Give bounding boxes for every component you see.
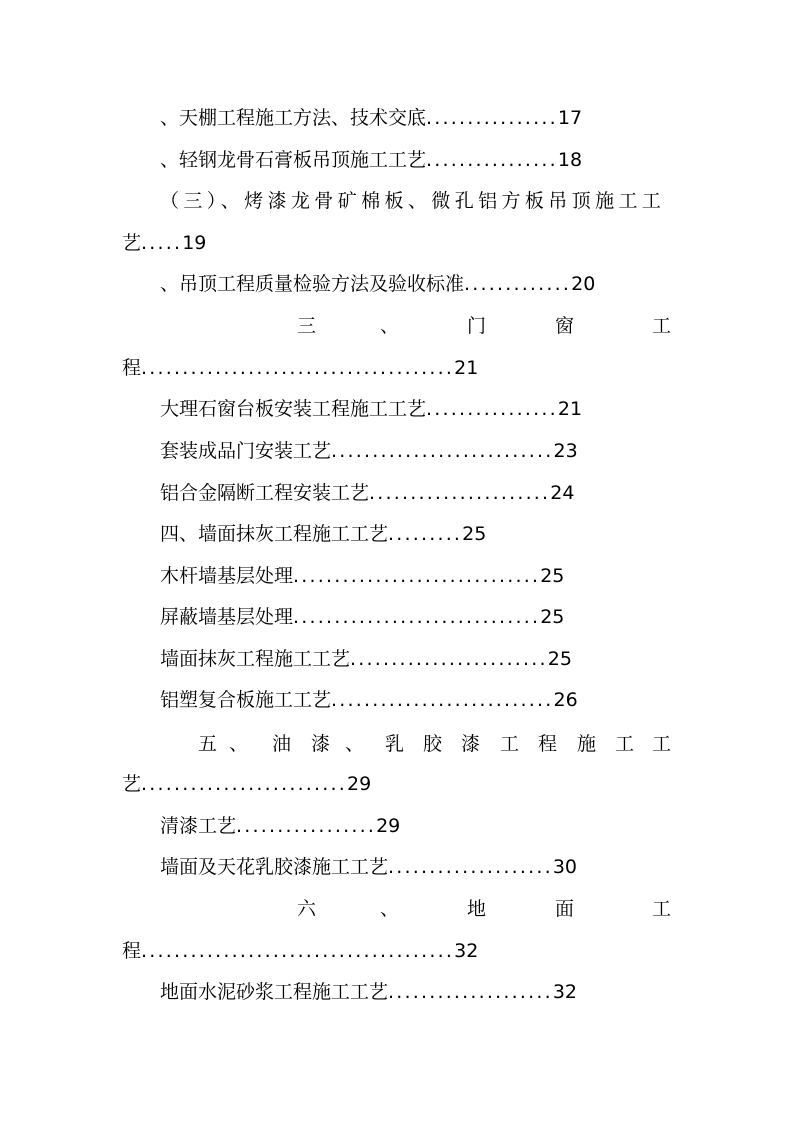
heading-char: 工 (652, 733, 672, 755)
toc-entry-title: 地面水泥砂浆工程施工工艺 (160, 981, 389, 1003)
toc-page-number: 21 (454, 357, 479, 379)
toc-entry-mineral-board-ceiling[interactable] (160, 190, 665, 212)
toc-entry-aluminum-partition[interactable] (160, 482, 574, 504)
heading-char: 门 (467, 315, 487, 337)
toc-leader-dots: ........................ (350, 648, 548, 670)
toc-entry-title: 墙面及天花乳胶漆施工工艺 (160, 856, 389, 878)
toc-leader-dots: ......................... (141, 773, 348, 795)
toc-entry-title: 、吊顶工程质量检验方法及验收标准 (160, 273, 465, 295)
toc-page-number: 26 (553, 689, 578, 711)
heading-char: 地 (467, 898, 487, 920)
toc-leader-dots: ................ (426, 398, 558, 420)
toc-leader-dots: ........................... (331, 689, 554, 711)
heading-char: 工 (500, 733, 520, 755)
toc-leader-dots: ................ (426, 149, 558, 171)
toc-entry-gypsum-ceiling[interactable] (160, 149, 582, 171)
heading-char: 胶 (423, 733, 443, 755)
toc-heading-doors-windows-cont[interactable] (122, 357, 478, 379)
heading-char: 油 (272, 733, 292, 755)
toc-leader-dots: ...................... (369, 482, 551, 504)
toc-page-number: 25 (540, 565, 565, 587)
toc-entry-wood-wall-base[interactable] (160, 565, 564, 587)
toc-entry-title: 大理石窗台板安装工程施工工艺 (160, 398, 427, 420)
toc-entry-title: 艺 (122, 232, 142, 254)
toc-entry-ceiling-methods[interactable] (160, 107, 582, 129)
toc-leader-dots: ...................................... (141, 357, 455, 379)
toc-entry-title: 屏蔽墙基层处理 (160, 606, 294, 628)
heading-char: 、 (380, 898, 400, 920)
toc-leader-dots: ......... (388, 523, 463, 545)
toc-leader-dots: .................... (388, 981, 553, 1003)
toc-page-number: 21 (557, 398, 583, 420)
toc-heading-wall-plaster[interactable] (160, 523, 486, 545)
toc-entry-wall-plaster-process[interactable] (160, 648, 572, 670)
toc-entry-title: 四、墙面抹灰工程施工工艺 (160, 523, 389, 545)
toc-entry-marble-sill[interactable] (160, 398, 582, 420)
toc-entry-cement-mortar[interactable] (160, 981, 577, 1003)
heading-char: 工 (652, 315, 672, 337)
toc-page-number: 29 (376, 815, 401, 837)
toc-page-number: 23 (553, 440, 578, 462)
toc-entry-latex-paint[interactable] (160, 856, 577, 878)
heading-char: 程 (538, 733, 558, 755)
toc-leader-dots: .............................. (293, 606, 541, 628)
toc-entry-title: 套装成品门安装工艺 (160, 440, 332, 462)
toc-page-number: 32 (552, 981, 577, 1003)
toc-entry-door-install[interactable] (160, 440, 578, 462)
toc-entry-title: 铝塑复合板施工工艺 (160, 689, 332, 711)
heading-char: 工 (652, 898, 672, 920)
toc-leader-dots: ...................................... (141, 940, 455, 962)
toc-entry-title: 、天棚工程施工方法、技术交底 (160, 107, 427, 129)
toc-entry-title: 艺 (122, 773, 142, 795)
heading-char: 三 (297, 315, 317, 337)
toc-entry-title: 清漆工艺 (160, 815, 237, 837)
heading-char: 五 (198, 733, 218, 755)
toc-page-number: 30 (552, 856, 577, 878)
toc-entry-acp-panel[interactable] (160, 689, 578, 711)
heading-char: 乳 (385, 733, 405, 755)
toc-leader-dots: ........................... (331, 440, 554, 462)
toc-leader-dots: ................ (426, 107, 558, 129)
toc-leader-dots: .................... (388, 856, 553, 878)
toc-entry-shield-wall-base[interactable] (160, 606, 564, 628)
toc-entry-title: 程 (122, 940, 142, 962)
heading-char: 施 (577, 733, 597, 755)
toc-entry-title: 程 (122, 357, 142, 379)
heading-char: 、 (229, 733, 249, 755)
toc-leader-dots: ..... (141, 232, 183, 254)
heading-char: 窗 (555, 315, 575, 337)
toc-page-number: 25 (547, 648, 572, 670)
heading-char: 、 (380, 315, 400, 337)
heading-char: 面 (555, 898, 575, 920)
toc-entry-title: 墙面抹灰工程施工工艺 (160, 648, 351, 670)
toc-entry-title: 铝合金隔断工程安装工艺 (160, 482, 370, 504)
toc-page-number: 24 (550, 482, 575, 504)
toc-leader-dots: ............. (464, 273, 572, 295)
toc-entry-mineral-board-ceiling-cont[interactable] (122, 232, 206, 254)
toc-page-number: 19 (182, 232, 207, 254)
heading-char: 漆 (311, 733, 331, 755)
toc-entry-ceiling-inspection[interactable] (160, 273, 595, 295)
toc-heading-floor-cont[interactable] (122, 940, 478, 962)
toc-page-number: 29 (347, 773, 372, 795)
toc-leader-dots: ................. (236, 815, 377, 837)
heading-char: 、 (345, 733, 365, 755)
heading-char: 六 (297, 898, 317, 920)
toc-page-number: 25 (540, 606, 565, 628)
toc-page-number: 25 (462, 523, 487, 545)
toc-page-number: 20 (571, 273, 596, 295)
toc-entry-title: （三）、烤漆龙骨矿棉板、微孔铝方板吊顶施工工 (160, 190, 666, 212)
toc-page-number: 18 (557, 149, 583, 171)
heading-char: 工 (615, 733, 635, 755)
heading-char: 漆 (461, 733, 481, 755)
toc-leader-dots: .............................. (293, 565, 541, 587)
toc-page-number: 32 (454, 940, 479, 962)
toc-entry-title: 木杆墙基层处理 (160, 565, 294, 587)
toc-entry-title: 、轻钢龙骨石膏板吊顶施工工艺 (160, 149, 427, 171)
toc-heading-paint-cont[interactable] (122, 773, 371, 795)
toc-entry-varnish[interactable] (160, 815, 400, 837)
toc-page-number: 17 (557, 107, 583, 129)
